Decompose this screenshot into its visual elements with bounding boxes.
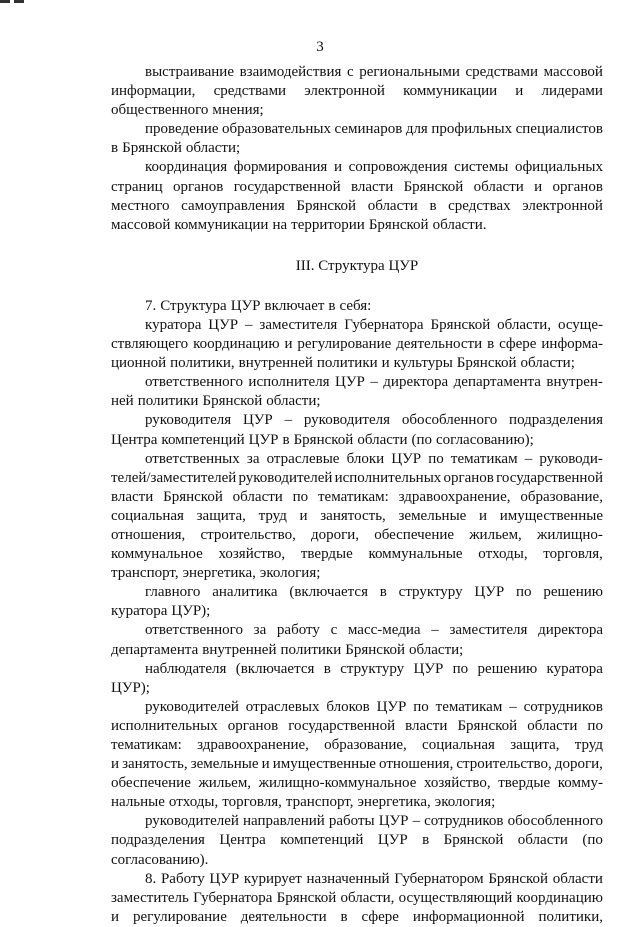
text-line: выстраивание взаимодействия с региональными средствами массовой <box>145 64 603 80</box>
text-line: куратора ЦУР – заместителя Губернатора Брянской области, осуще- <box>145 316 603 333</box>
text-line: согласованию). <box>111 851 209 868</box>
text-line: ответственных за отраслевые блоки ЦУР по тематикам – руководи- <box>145 450 603 467</box>
text-line: информации, средствами электронной коммуникации и лидерами <box>111 83 603 100</box>
text-line: 8. Работу ЦУР курирует назначенный Губернатором Брянской области <box>145 870 603 887</box>
text-line: заместитель Губернатора Брянской области, осуществляющий координацию <box>111 889 603 906</box>
text-line: наблюдателя (включается в структуру ЦУР по решению куратора <box>145 660 603 677</box>
document-body <box>111 63 603 927</box>
text-line: руководителя ЦУР – руководителя обособленного подразделения <box>145 412 603 429</box>
text-line: руководителей отраслевых блоков ЦУР по тематикам – сотрудников <box>145 698 603 715</box>
text-line: 7. Структура ЦУР включает в себя: <box>145 297 372 314</box>
text-line: руководителей направлений работы ЦУР – сотрудников обособленного <box>145 813 603 830</box>
para-7-structure <box>111 297 603 316</box>
text-line: отношения, строительство, дороги, обеспечение жильем, жилищно- <box>111 526 603 543</box>
para-mass-media <box>111 621 603 659</box>
text-line: страниц органов государственной власти Брянской области и органов <box>111 178 603 195</box>
para-seminars <box>111 120 603 158</box>
text-line: главного аналитика (включается в структуру ЦУР по решению <box>145 584 603 601</box>
para-head <box>111 411 603 449</box>
text-line: департамента внутренней политики Брянской области; <box>111 641 464 658</box>
text-line: ответственного за работу с масс-медиа – заместителя директора <box>145 622 603 639</box>
text-line: массовой коммуникации на территории Брянской области. <box>111 216 487 233</box>
para-chief-analyst <box>111 583 603 621</box>
page-number: 3 <box>316 39 324 55</box>
text-line: власти Брянской области по тематикам: здравоохранение, образование, <box>111 488 603 505</box>
text-line: исполнительных органов государственной власти Брянской области по <box>111 717 603 734</box>
text-line: координация формирования и сопровождения системы официальных <box>145 159 603 176</box>
scan-mark <box>14 0 24 3</box>
text-line: ЦУР); <box>111 679 150 696</box>
para-directions-heads <box>111 812 603 869</box>
scan-mark <box>0 0 10 3</box>
section-intro <box>111 63 603 235</box>
text-line: телей/заместителей руководителей исполнительных органов государственной <box>111 469 603 486</box>
text-line: общественного мнения; <box>111 102 264 119</box>
para-official-pages <box>111 158 603 234</box>
text-line: ствляющего координацию и регулирование деятельности в сфере информа- <box>111 336 603 353</box>
para-curator <box>111 316 603 373</box>
para-sector-heads <box>111 698 603 813</box>
text-line: проведение образовательных семинаров для профильных специалистов <box>145 121 603 138</box>
text-line: социальная защита, труд и занятость, земельные и имущественные <box>111 507 603 524</box>
text-line: куратора ЦУР); <box>111 603 211 620</box>
para-responsible-executor <box>111 373 603 411</box>
section-heading: III. Структура ЦУР <box>295 257 419 274</box>
text-line: транспорт, энергетика, экология; <box>111 565 321 582</box>
para-observer <box>111 660 603 698</box>
section-structure <box>111 297 603 927</box>
text-line: и регулирование деятельности в сфере информационной политики, <box>111 908 603 925</box>
text-line: местного самоуправления Брянской области в средствах электронной <box>111 197 603 214</box>
text-line: подразделения Центра компетенций ЦУР в Брянской области (по <box>111 832 603 849</box>
para-8-supervision <box>111 870 603 927</box>
text-line: тематикам: здравоохранение, образование, социальная защита, труд <box>111 737 603 753</box>
text-line: обеспечение жильем, жилищно-коммунальное хозяйство, твердые комму- <box>111 775 603 792</box>
text-line: коммунальное хозяйство, твердые коммунальные отходы, торговля, <box>111 546 603 563</box>
text-line: Центра компетенций ЦУР в Брянской области (по согласованию); <box>111 431 534 448</box>
text-line: и занятость, земельные и имущественные отношения, строительство, дороги, <box>111 756 603 773</box>
para-media-interaction <box>111 63 603 120</box>
text-line: нальные отходы, торговля, транспорт, энергетика, экология; <box>111 794 496 811</box>
text-line: в Брянской области; <box>111 140 241 157</box>
text-line: ней политики Брянской области; <box>111 393 321 410</box>
text-line: ответственного исполнителя ЦУР – директора департамента внутрен- <box>145 374 603 391</box>
para-sector-blocks <box>111 450 603 584</box>
text-line: ционной политики, внутренней политики и культуры Брянской области; <box>111 355 575 372</box>
